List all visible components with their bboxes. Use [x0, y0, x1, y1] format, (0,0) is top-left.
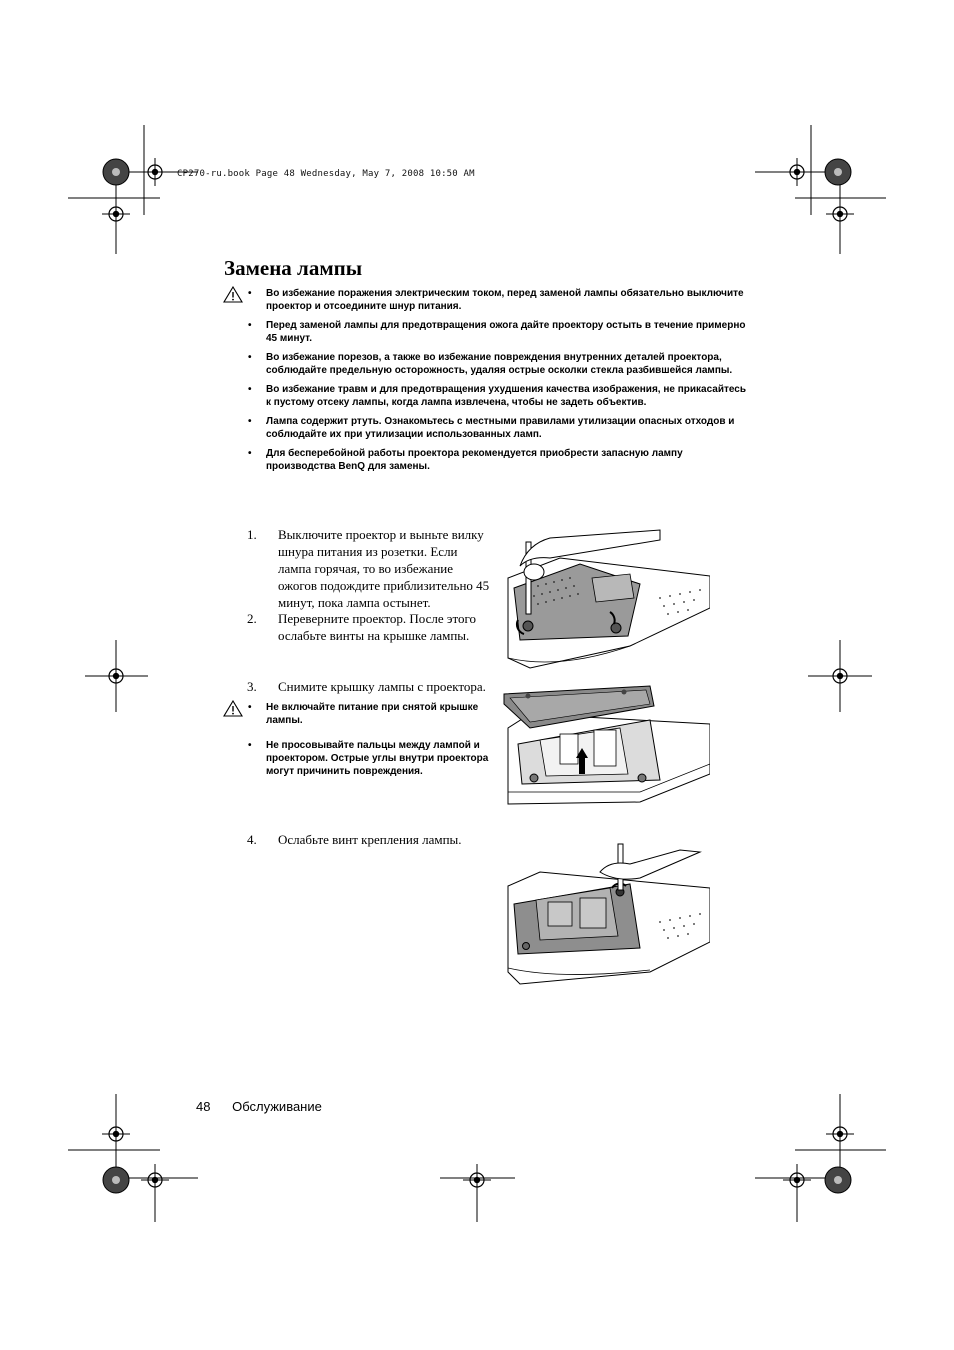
step-number: 1.: [247, 527, 257, 542]
step-text: Выключите проектор и выньте вилку шнура питания из розетки. Если лампа горячая, то во избежание ожогов подождите приблизительно 45 минут, пока лампа остынет.: [278, 527, 490, 610]
warning-item: • Не просовывайте пальцы между лампой и проектором. Острые углы внутри проектора могут причинить повреждения.: [247, 739, 497, 778]
mid-warning-list: [247, 701, 497, 784]
step-4: [247, 831, 497, 851]
print-header-line: CP270-ru.book Page 48 Wednesday, May 7, 2008 10:50 AM: [177, 169, 475, 179]
illustration-remove-lamp-cover: [500, 684, 710, 812]
step-number: 3.: [247, 679, 257, 694]
page-number: 48: [196, 1099, 211, 1114]
step-3: [247, 678, 497, 698]
illustration-loosen-cover-screws: [500, 528, 710, 670]
page-footer: [196, 1099, 322, 1114]
warning-triangle-icon: [223, 286, 243, 303]
illustration-loosen-lamp-screw: [500, 842, 710, 987]
section-name: Обслуживание: [232, 1099, 322, 1114]
step-number: 2.: [247, 611, 257, 626]
warning-item: • Перед заменой лампы для предотвращения ожога дайте проектору остыть в течение примерно 45 минут.: [247, 319, 752, 345]
warning-item: • Во избежание поражения электрическим током, перед заменой лампы обязательно выключите проектор и отсоедините шнур питания.: [247, 287, 752, 313]
warning-item: • Для бесперебойной работы проектора рекомендуется приобрести запасную лампу производства BenQ для замены.: [247, 447, 752, 473]
top-warning-list: [247, 287, 752, 479]
step-number: 4.: [247, 832, 257, 847]
warning-item: • Во избежание травм и для предотвращения ухудшения качества изображения, не прикасайтесь к пустому отсеку лампы, когда лампа извлечена, чтобы не задеть объектив.: [247, 383, 752, 409]
warning-triangle-icon: [223, 700, 243, 717]
step-2: [247, 610, 497, 650]
warning-item: • Не включайте питание при снятой крышке лампы.: [247, 701, 497, 727]
step-text: Снимите крышку лампы с проектора.: [278, 679, 486, 694]
warning-item: • Лампа содержит ртуть. Ознакомьтесь с местными правилами утилизации опасных отходов и соблюдайте их при утилизации использованных ламп.: [247, 415, 752, 441]
step-1: [247, 526, 497, 616]
step-text: Ослабьте винт крепления лампы.: [278, 832, 462, 847]
page-title: Замена лампы: [224, 256, 363, 280]
step-text: Переверните проектор. После этого ослабьте винты на крышке лампы.: [278, 611, 477, 643]
warning-item: • Во избежание порезов, а также во избежание повреждения внутренних деталей проектора, соблюдайте предельную осторожность, удаляя острые осколки стекла разбившейся лампы.: [247, 351, 752, 377]
